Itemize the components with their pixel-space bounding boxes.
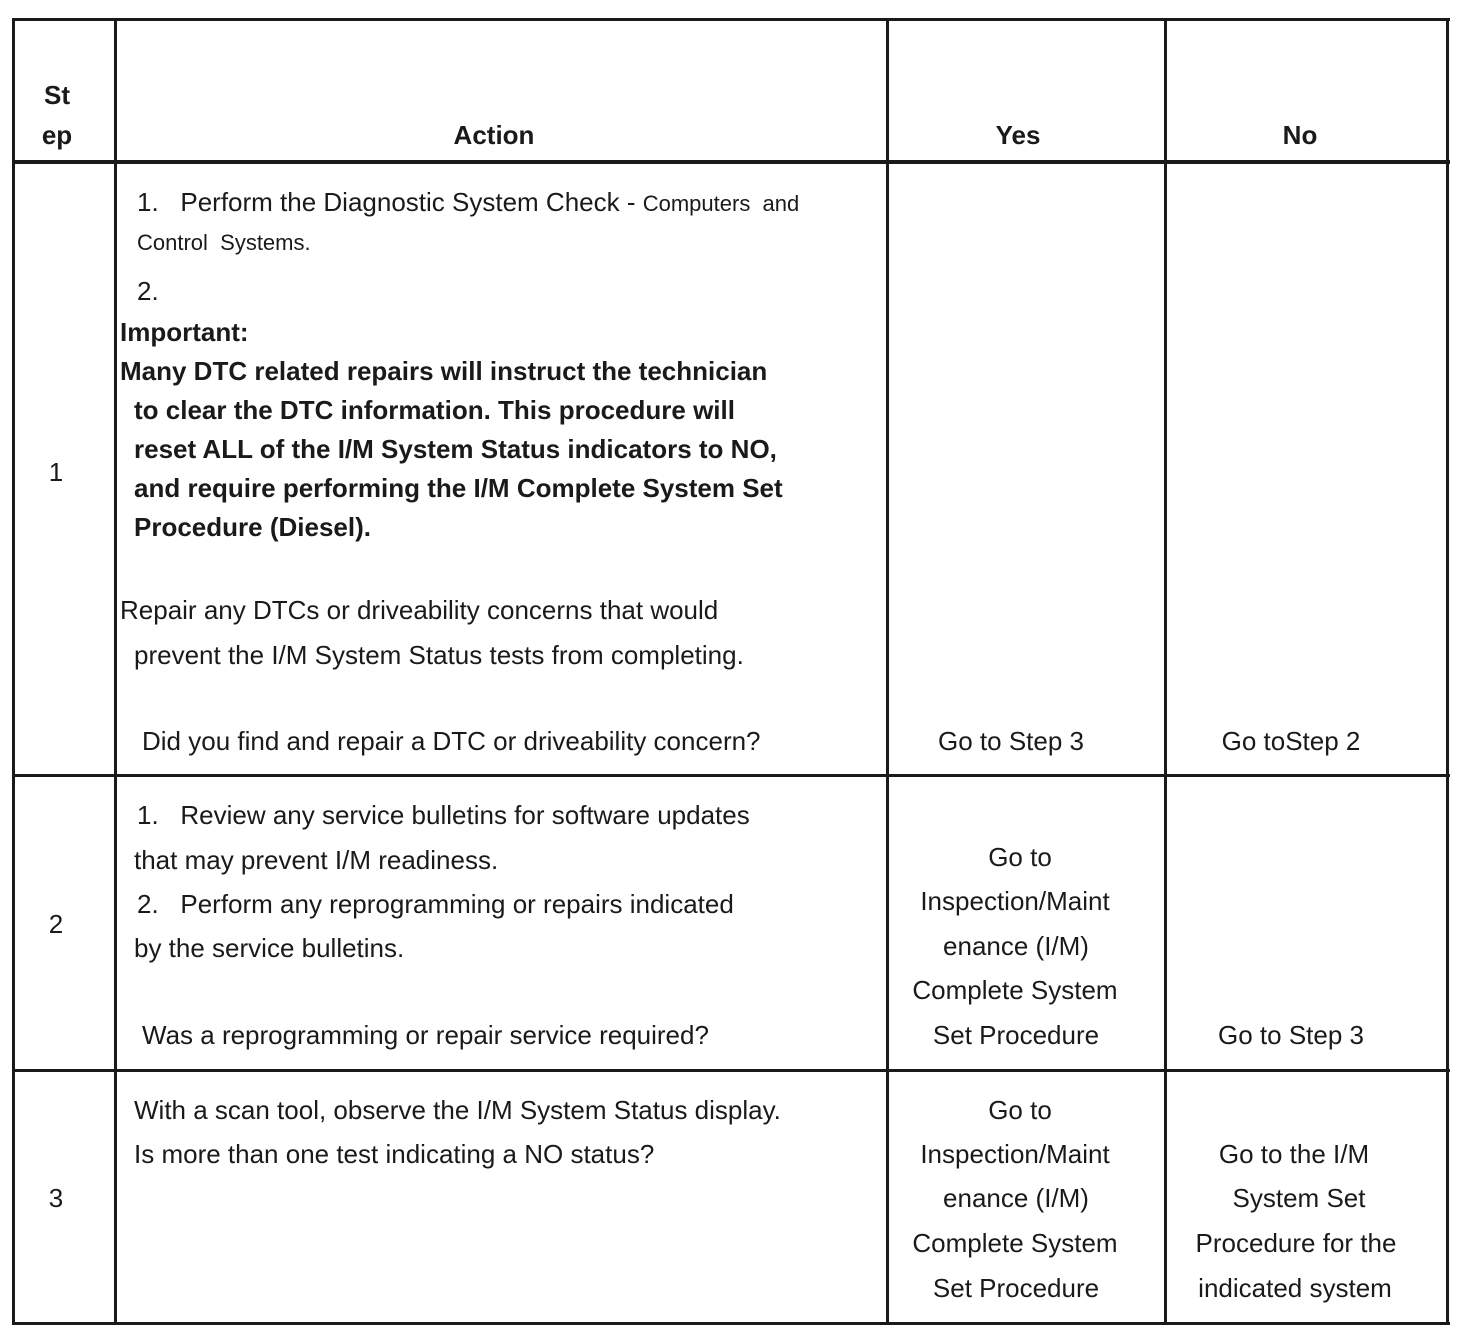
computers-and-control-systems-link[interactable]: Computers and	[642, 191, 800, 216]
no-go-to-step-3-link[interactable]: Go to Step 3	[1218, 1020, 1364, 1050]
row-divider-1	[12, 774, 1450, 777]
action-line: by the service bulletins.	[134, 933, 405, 963]
header-divider	[12, 160, 1450, 164]
no-link-line[interactable]: indicated system	[1198, 1273, 1392, 1303]
control-systems-link[interactable]: Control Systems	[137, 230, 305, 255]
row-divider-2	[12, 1069, 1450, 1072]
action-item-2: 2.	[137, 276, 159, 306]
yes-link-line[interactable]: Inspection/Maint	[920, 1139, 1110, 1169]
column-divider-step	[114, 18, 117, 1325]
column-divider-action	[886, 18, 889, 1325]
important-note-line: to clear the DTC information. This procedure will	[134, 395, 735, 425]
yes-link-line[interactable]: Complete System	[912, 1228, 1118, 1258]
action-item-1-continued	[137, 232, 311, 254]
header-action: Action	[453, 120, 535, 150]
yes-link-line[interactable]: Go to	[988, 842, 1052, 872]
no-link-line[interactable]: Go to the I/M	[1218, 1139, 1370, 1169]
important-label: Important:	[120, 317, 249, 347]
repair-instruction-line: prevent the I/M System Status tests from completing.	[134, 640, 744, 670]
step-question: Was a reprogramming or repair service required?	[142, 1020, 709, 1050]
table-border-right	[1446, 18, 1449, 1325]
yes-link-line[interactable]: enance (I/M)	[943, 931, 1089, 961]
important-note-line: and require performing the I/M Complete System Set	[134, 473, 783, 503]
header-no: No	[1282, 120, 1318, 150]
action-line: With a scan tool, observe the I/M System Status display.	[134, 1095, 781, 1125]
yes-go-to-step-3-link[interactable]: Go to Step 3	[938, 726, 1084, 756]
no-link-line[interactable]: Procedure for the	[1195, 1228, 1397, 1258]
yes-link-line[interactable]: enance (I/M)	[943, 1183, 1089, 1213]
yes-link-line[interactable]: Inspection/Maint	[920, 886, 1110, 916]
column-divider-yes	[1164, 18, 1167, 1325]
action-line: 2. Perform any reprogramming or repairs indicated	[137, 889, 734, 919]
important-note-line: Procedure (Diesel).	[134, 512, 371, 542]
header-step-line2: ep	[41, 120, 73, 150]
step-question: Did you find and repair a DTC or driveability concern?	[142, 726, 761, 756]
no-go-to-step-2-link[interactable]: Go toStep 2	[1221, 726, 1361, 756]
table-border-bottom	[12, 1322, 1450, 1325]
no-link-line[interactable]: System Set	[1232, 1183, 1366, 1213]
action-line: 1. Review any service bulletins for software updates	[137, 800, 750, 830]
step-number: 1	[48, 457, 64, 487]
action-item-1-period: .	[304, 230, 311, 255]
action-line: that may prevent I/M readiness.	[134, 845, 499, 875]
important-note-line: reset ALL of the I/M System Status indicators to NO,	[134, 434, 777, 464]
yes-link-line[interactable]: Complete System	[912, 975, 1118, 1005]
table-border-left	[12, 18, 15, 1325]
yes-link-line[interactable]: Set Procedure	[932, 1020, 1100, 1050]
action-item-1-text: 1. Perform the Diagnostic System Check -	[137, 187, 643, 217]
step-number: 2	[48, 909, 64, 939]
yes-link-line[interactable]: Set Procedure	[932, 1273, 1100, 1303]
header-step-line1: St	[44, 80, 70, 110]
action-item-1	[137, 189, 799, 215]
table-border-top	[12, 18, 1450, 21]
step-question: Is more than one test indicating a NO status?	[134, 1139, 655, 1169]
step-number: 3	[48, 1183, 64, 1213]
header-yes: Yes	[995, 120, 1041, 150]
yes-link-line[interactable]: Go to	[988, 1095, 1052, 1125]
repair-instruction-line: Repair any DTCs or driveability concerns that would	[120, 595, 719, 625]
important-note-line: Many DTC related repairs will instruct the technician	[120, 356, 768, 386]
